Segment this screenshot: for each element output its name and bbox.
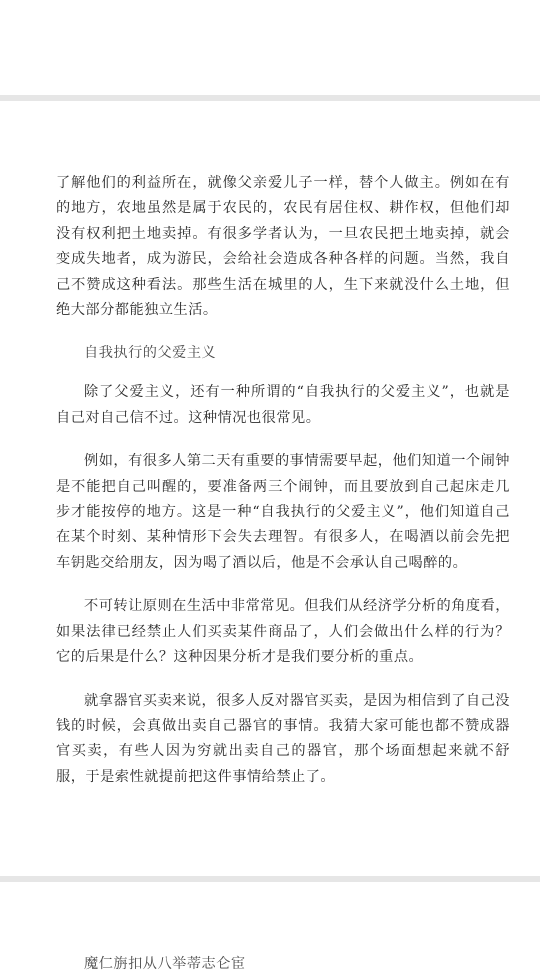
paragraph: 例如，有很多人第二天有重要的事情需要早起，他们知道一个闹钟是不能把自己叫醒的，要准备两三个闹钟，而且要放到自己起床走几步才能按停的地方。这是一种“自我执行的父爱主义”，他们知道自己在某个时刻、某种情形下会失去理智。有很多人，在喝酒以前会先把车钥匙交给朋友，因为喝了酒以后，他是不会承认自己喝醉的。 [56,453,510,571]
next-page-heading: 魔仁旃扣从八举蒂志仑宦 [84,956,246,972]
page-content [56,171,510,808]
section-heading: 自我执行的父爱主义 [84,345,217,362]
next-page-area[interactable] [0,882,540,972]
previous-page-area [0,0,540,96]
paragraph: 除了父爱主义，还有一种所谓的“自我执行的父爱主义”，也就是自己对自己信不过。这种情况也很常见。 [56,384,510,426]
paragraph: 就拿器官买卖来说，很多人反对器官买卖，是因为相信到了自己没钱的时候，会真做出卖自己器官的事情。我猜大家可能也都不赞成器官买卖，有些人因为穷就出卖自己的器官，那个场面想起来就不舒服，于是索性就提前把这件事情给禁止了。 [56,692,510,785]
reader-page[interactable] [0,101,540,876]
paragraph: 不可转让原则在生活中非常常见。但我们从经济学分析的角度看，如果法律已经禁止人们买卖某件商品了，人们会做出什么样的行为？它的后果是什么？这种因果分析才是我们要分析的重点。 [56,598,510,666]
paragraph: 了解他们的利益所在，就像父亲爱儿子一样，替个人做主。例如在有的地方，农地虽然是属于农民的，农民有居住权、耕作权，但他们却没有权利把土地卖掉。有很多学者认为，一旦农民把土地卖掉，就会变成失地者，成为游民，会给社会造成各种各样的问题。当然，我自己不赞成这种看法。那些生活在城里的人，生下来就没什么土地，但绝大部分都能独立生活。 [56,175,510,319]
